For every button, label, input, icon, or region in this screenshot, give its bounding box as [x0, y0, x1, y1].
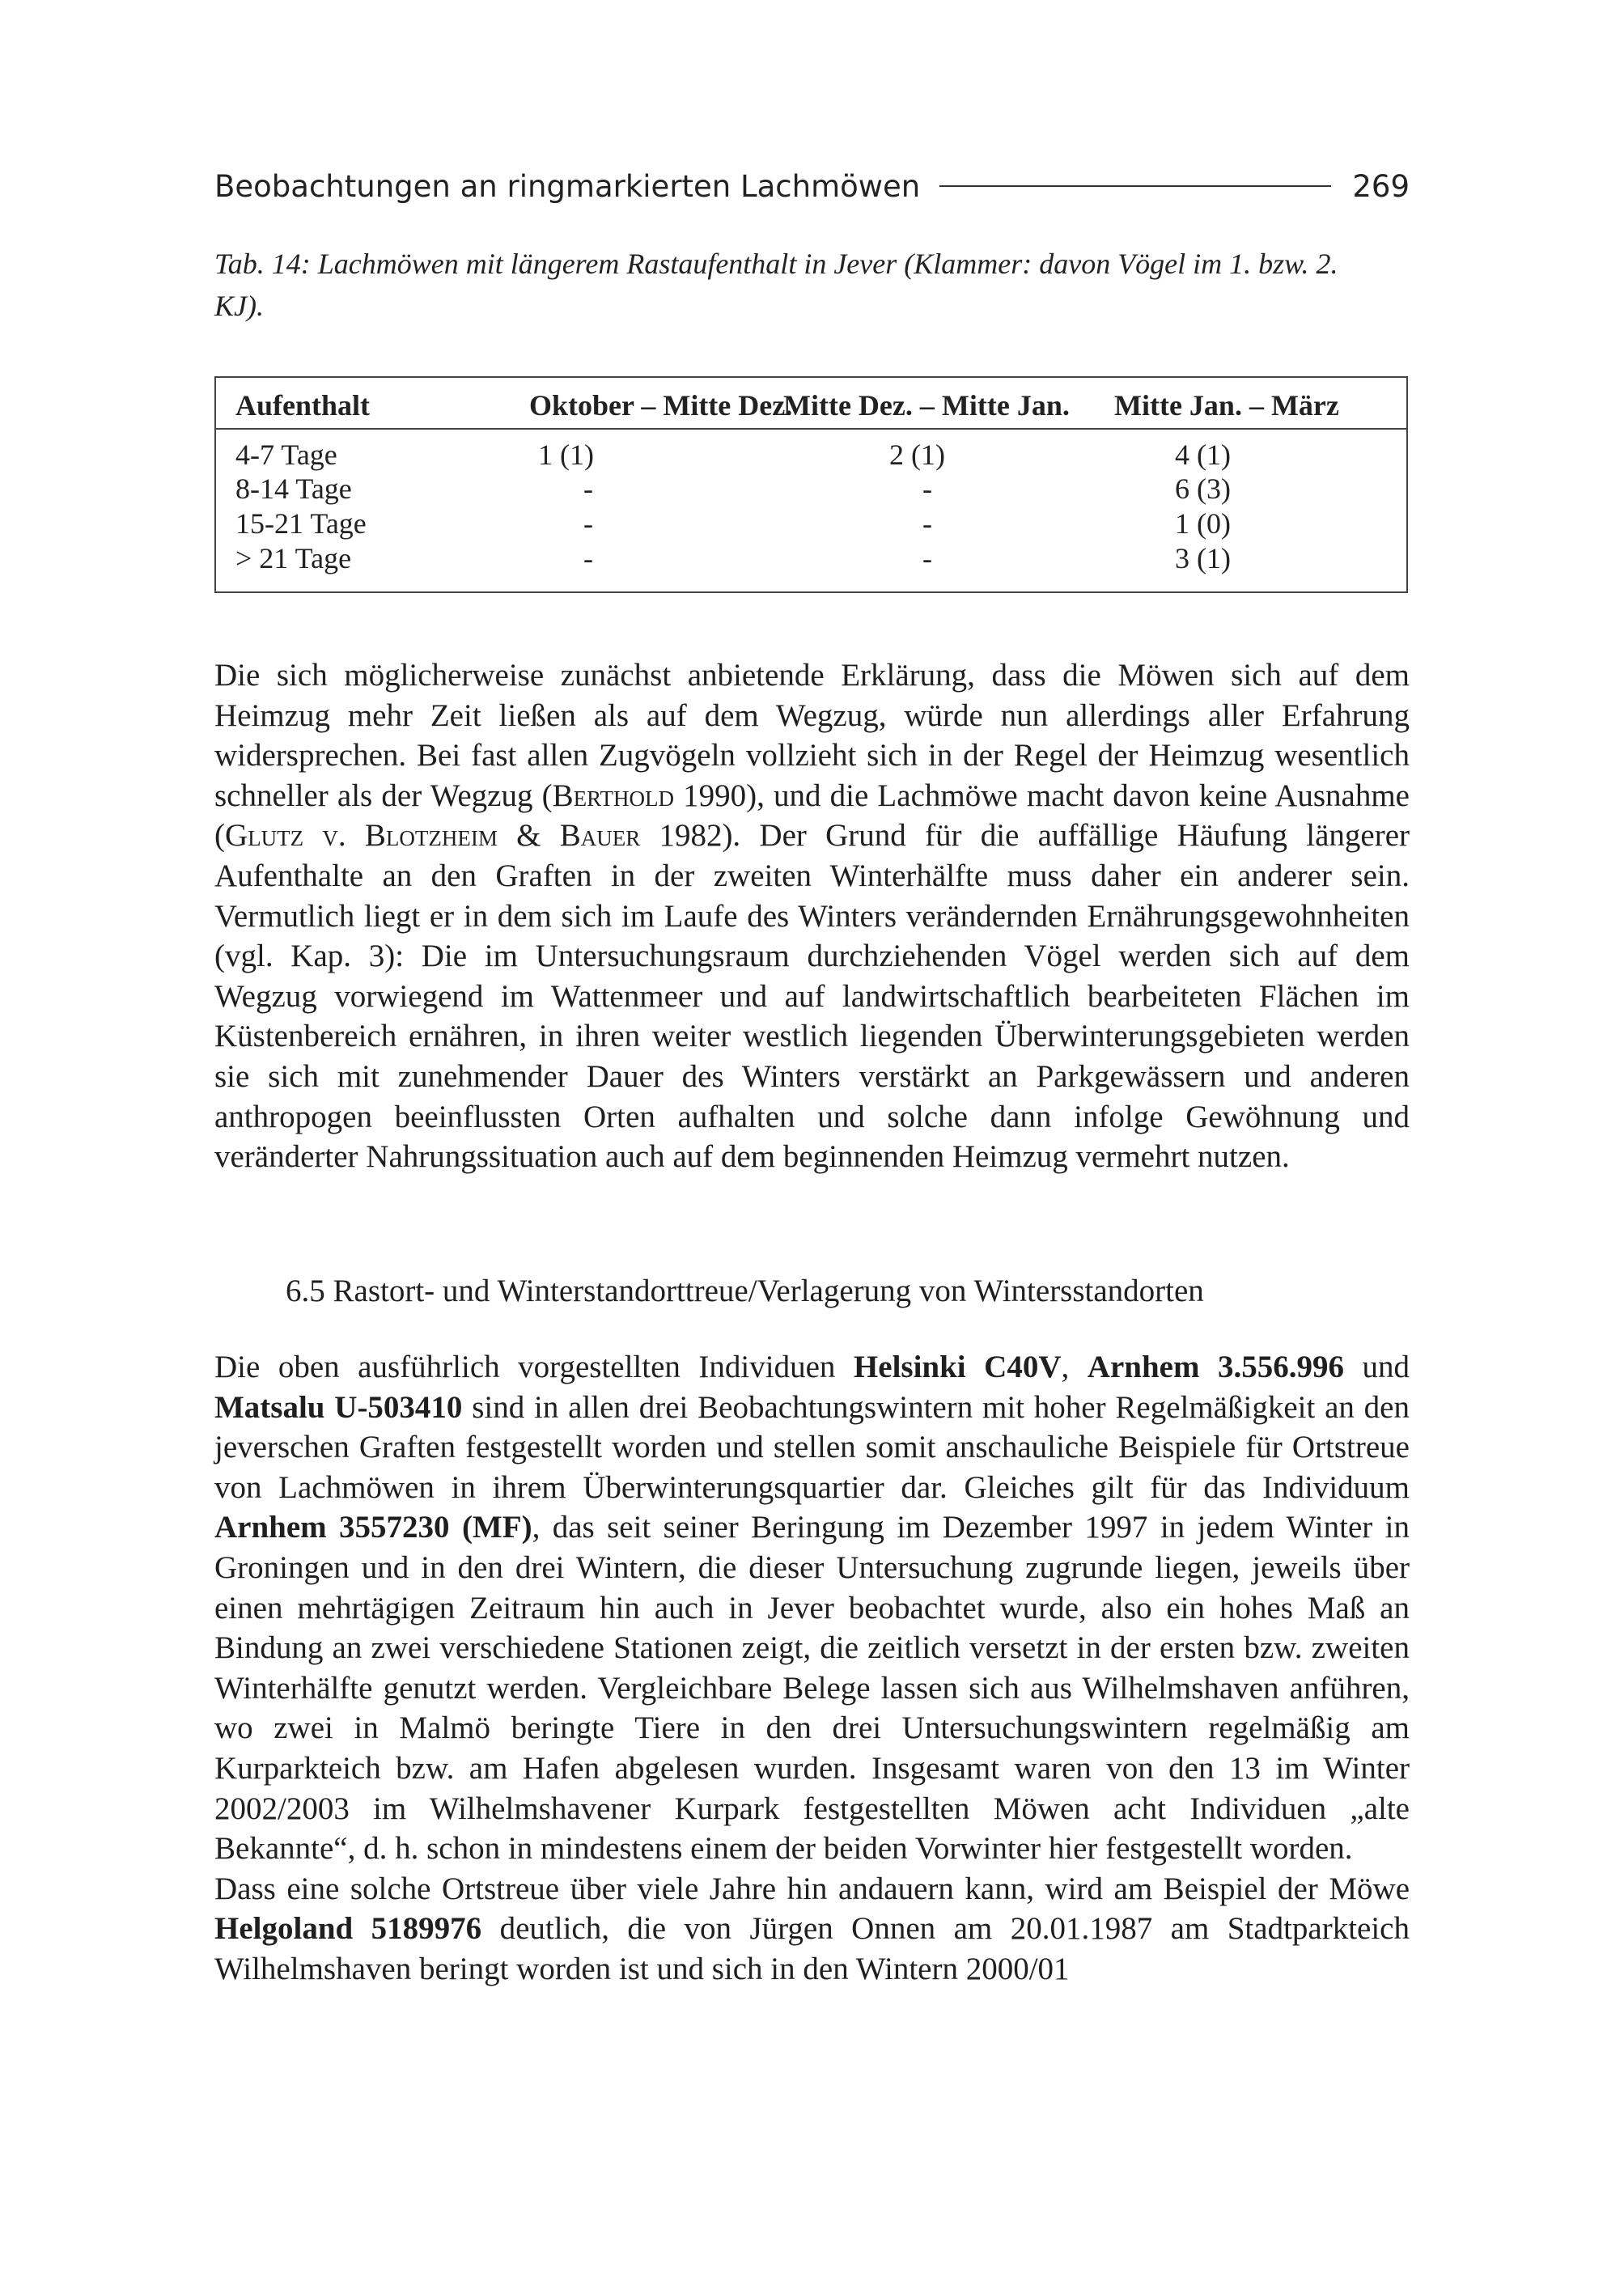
body-paragraph: [214, 655, 1410, 1177]
table-cell: -: [583, 473, 593, 505]
table-header-cell: Oktober – Mitte Dez.: [529, 389, 793, 422]
text-run: Dass eine solche Ortstreue über viele Jahre hin andauern kann, wird am Beispiel der Möwe: [214, 1871, 1410, 1906]
table-header-cell: Aufenthalt: [235, 389, 371, 422]
table-cell: 4 (1): [1175, 439, 1231, 471]
text-run: sind in allen drei Beobachtungswintern mit hoher Regelmäßigkeit an den jeverschen Graften festgestellt worden und stellen somit anschauliche Beispiele für Ortstreue von Lachmöwen in ihrem Überwinterungsquartier dar. Gleiches gilt für das Individuum: [214, 1389, 1410, 1505]
ring-id: Helgoland 5189976: [214, 1911, 482, 1947]
table-cell: 3 (1): [1175, 542, 1231, 574]
page-number: 269: [1352, 168, 1410, 204]
text-run: &: [497, 818, 560, 854]
table-cell: -: [583, 542, 593, 574]
table-cell: -: [922, 473, 932, 505]
table-cell-label: 8-14 Tage: [235, 473, 352, 505]
citation-author: Berthold: [552, 778, 674, 813]
table-header-cell: Mitte Dez. – Mitte Jan.: [783, 389, 1070, 422]
table-caption: Tab. 14: Lachmöwen mit längerem Rastaufenthalt in Jever (Klammer: davon Vögel im 1. bzw. 2. KJ).: [214, 248, 1338, 322]
text-run: 1982). Der Grund für die auffällige Häufung längerer Aufenthalte an den Graften in der zweiten Winterhälfte muss daher ein anderer sein. Vermutlich liegt er in dem sich im Laufe des Winters verändernden Ernährungsgewohnheiten (vgl. Kap. 3): Die im Untersuchungsraum durchziehenden Vögel werden sich auf dem Wegzug vorwiegend im Wattenmeer und auf landwirtschaftlich bearbeiteten Flächen im Küstenbereich ernähren, in ihren weiter westlich liegenden Überwinterungsgebieten werden sie sich mit zunehmender Dauer des Winters verstärkt an Parkgewässern und anderen anthropogen beeinflussten Orten aufhalten und solche dann infolge Gewöhnung und veränderter Nahrungssituation auch auf dem beginnenden Heimzug vermehrt nutzen.: [214, 818, 1410, 1175]
text-run: Die oben ausführlich vorgestellten Individuen: [214, 1350, 854, 1384]
citation-author: Glutz v. Blotzheim: [225, 818, 498, 854]
table-cell: 1 (0): [1175, 507, 1231, 540]
running-title: Beobachtungen an ringmarkierten Lachmöwen: [214, 168, 921, 204]
ring-id: Matsalu U-503410: [214, 1389, 463, 1425]
ring-id: Helsinki C40V: [853, 1350, 1062, 1384]
header-rule: [939, 185, 1331, 187]
text-run: ,: [1061, 1350, 1088, 1384]
running-header: [214, 166, 1410, 206]
body-paragraph: [214, 1347, 1410, 1990]
table-cell: -: [922, 542, 932, 574]
text-run: deutlich, die von Jürgen Onnen am 20.01.1987 am Stadtparkteich Wilhelmshaven beringt worden ist und sich in den Wintern 2000/01: [214, 1911, 1410, 1986]
text-run: Die sich möglicherweise zunächst anbietende Erklärung, dass die Möwen sich auf dem Heimzug mehr Zeit ließen als auf dem Wegzug, würde nun allerdings aller Erfahrung widersprechen. Bei fast allen Zugvögeln vollzieht sich in der Regel der Heimzug wesentlich schneller als der Wegzug (: [214, 658, 1410, 813]
table-cell: -: [583, 507, 593, 540]
table-header-cell: Mitte Jan. – März: [1114, 389, 1339, 422]
table-cell-label: 15-21 Tage: [235, 507, 367, 540]
text-run: 1990), und die Lachmöwe macht davon keine Ausnahme (: [214, 778, 1410, 854]
text-run: und: [1343, 1350, 1410, 1384]
table-cell: 2 (1): [889, 439, 945, 471]
table-cell: 6 (3): [1175, 473, 1231, 505]
table-cell-label: 4-7 Tage: [235, 439, 337, 471]
ring-id: Arnhem 3557230 (MF): [214, 1510, 532, 1545]
ring-id: Arnhem 3.556.996: [1087, 1350, 1344, 1384]
section-heading: 6.5 Rastort- und Winterstandorttreue/Verlagerung von Wintersstandorten: [286, 1274, 1204, 1308]
citation-author: Bauer: [559, 818, 641, 854]
table-cell-label: > 21 Tage: [235, 542, 352, 574]
text-run: , das seit seiner Beringung im Dezember 1997 in jedem Winter in Groningen und in den drei Wintern, die dieser Untersuchung zugrunde liegen, jeweils über einen mehrtägigen Zeitraum hin auch in Jever beobachtet wurde, also ein hohes Maß an Bindung an zwei verschiedene Stationen zeigt, die zeitlich versetzt in der ersten bzw. zweiten Winterhälfte genutzt werden. Vergleichbare Belege lassen sich aus Wilhelmshaven anführen, wo zwei in Malmö beringte Tiere in den drei Untersuchungswintern regelmäßig am Kurparkteich bzw. am Hafen abgelesen wurden. Insgesamt waren von den 13 im Winter 2002/2003 im Wilhelmshavener Kurpark festgestellten Möwen acht Individuen „alte Bekannte“, d. h. schon in mindestens einem der beiden Vorwinter hier festgestellt worden.: [214, 1510, 1410, 1867]
table-cell: -: [922, 507, 932, 540]
table-header-rule: [216, 428, 1406, 430]
data-table: [214, 376, 1408, 593]
body-paragraph: [214, 1869, 1410, 1990]
table-cell: 1 (1): [538, 439, 594, 471]
